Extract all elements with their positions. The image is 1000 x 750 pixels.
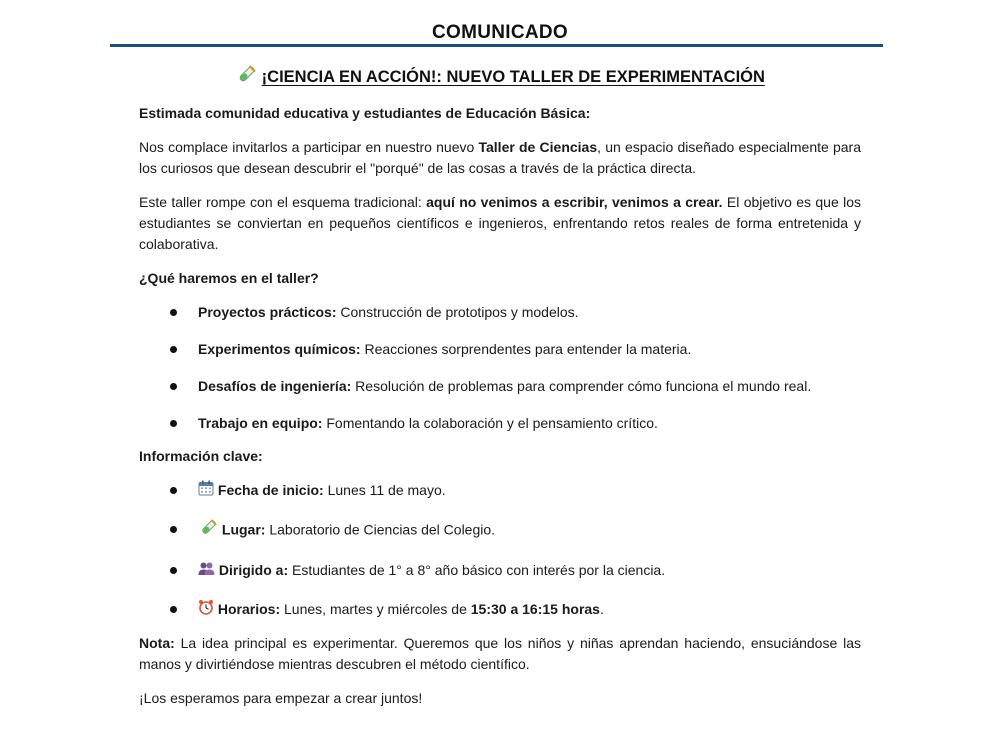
list-item <box>139 413 861 434</box>
calendar-icon <box>198 480 214 502</box>
test-tube-icon <box>198 519 218 543</box>
list-item <box>139 599 861 621</box>
bullet-dot <box>170 383 177 390</box>
info-list <box>139 480 861 621</box>
note-label: Nota: <box>139 635 175 652</box>
bullet-dot <box>170 526 177 533</box>
bullet-dot <box>170 420 177 427</box>
list-item <box>139 339 861 360</box>
bullet-dot <box>170 309 177 316</box>
schedule-time: 15:30 a 16:15 horas <box>470 601 600 618</box>
intro-paragraph <box>139 137 861 179</box>
item-text: Lunes 11 de mayo. <box>323 482 446 498</box>
subtitle-text: ¡CIENCIA EN ACCIÓN!: NUEVO TALLER DE EXPERIMENTACIÓN <box>261 67 765 86</box>
item-text: Lunes, martes y miércoles de <box>280 601 471 618</box>
item-label: Desafíos de ingeniería: <box>198 378 352 394</box>
note-text: La idea principal es experimentar. Queremos que los niños y niñas aprendan haciendo, ensuciándose las manos y divirtiéndose mientras descubren el método científico. <box>139 635 861 673</box>
item-label: Trabajo en equipo: <box>198 415 323 431</box>
closing-line: ¡Los esperamos para empezar a crear juntos! <box>139 690 423 707</box>
activities-list <box>139 302 861 434</box>
item-text: Construcción de prototipos y modelos. <box>336 304 579 320</box>
workshop-paragraph <box>139 192 861 255</box>
list-item <box>139 560 861 582</box>
item-label: Fecha de inicio: <box>217 482 324 498</box>
page-title: COMUNICADO <box>432 22 568 43</box>
intro-text-end: , un espacio diseñado especialmente para los curiosos que desean descubrir el "porqué" de las cosas a través de la práctica directa. <box>139 139 862 176</box>
list-item <box>139 480 861 502</box>
document-body <box>139 103 861 709</box>
item-text: Estudiantes de 1° a 8° año básico con interés por la ciencia. <box>288 562 666 579</box>
greeting: Estimada comunidad educativa y estudiantes de Educación Básica: <box>139 105 591 121</box>
item-label: Horarios: <box>217 601 281 618</box>
item-text-end: . <box>599 601 604 618</box>
item-text: Laboratorio de Ciencias del Colegio. <box>265 522 496 538</box>
alarm-clock-icon <box>198 599 214 621</box>
info-heading: Información clave: <box>139 448 263 464</box>
workshop-emphasis: aquí no venimos a escribir, venimos a crear. <box>426 194 723 210</box>
item-label: Lugar: <box>221 522 266 538</box>
note-paragraph <box>139 633 861 675</box>
bullet-dot <box>170 487 177 494</box>
item-label: Experimentos químicos: <box>198 341 361 357</box>
item-text: Resolución de problemas para comprender cómo funciona el mundo real. <box>351 378 812 394</box>
test-tube-icon <box>235 65 257 90</box>
workshop-text-end: El objetivo es que los estudiantes se conviertan en pequeños científicos e ingenieros, enfrentando retos reales de forma entretenida y colaborativa. <box>139 194 861 252</box>
item-text: Reacciones sorprendentes para entender la materia. <box>360 341 692 357</box>
title-divider <box>110 44 883 47</box>
item-label: Proyectos prácticos: <box>198 304 337 320</box>
activities-heading: ¿Qué haremos en el taller? <box>139 270 319 286</box>
bullet-dot <box>170 567 177 574</box>
item-label: Dirigido a: <box>218 562 289 579</box>
workshop-text: Este taller rompe con el esquema tradicional: <box>139 194 427 210</box>
subtitle <box>0 65 1000 90</box>
intro-text: Nos complace invitarlos a participar en nuestro nuevo <box>139 139 479 155</box>
item-text: Fomentando la colaboración y el pensamiento crítico. <box>322 415 658 431</box>
bullet-dot <box>170 606 177 613</box>
list-item <box>139 376 861 397</box>
bullet-dot <box>170 346 177 353</box>
intro-emphasis: Taller de Ciencias <box>478 139 598 155</box>
list-item <box>139 302 861 323</box>
people-icon <box>198 561 215 582</box>
list-item <box>139 519 861 543</box>
